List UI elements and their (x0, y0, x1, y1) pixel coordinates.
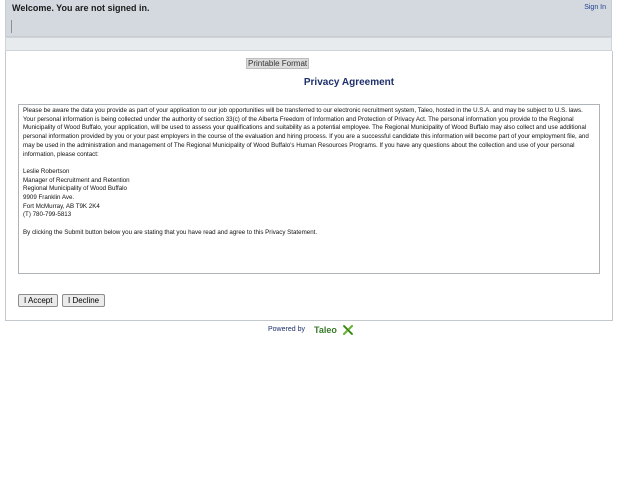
contact-address (23, 168, 595, 220)
contact-line: (T) 780-799-5813 (23, 211, 72, 219)
header-divider (11, 20, 12, 33)
contact-line: Manager of Recruitment and Retention (23, 176, 130, 184)
page-title: Privacy Agreement (303, 77, 395, 88)
top-header (5, 0, 612, 37)
contact-line: 9909 Franklin Ave. (23, 194, 75, 202)
decline-button[interactable]: I Decline (62, 294, 105, 307)
contact-line: Leslie Robertson (23, 167, 70, 175)
accept-button[interactable]: I Accept (18, 294, 58, 307)
contact-line: Regional Municipality of Wood Buffalo (23, 185, 127, 193)
printable-format-link[interactable]: Printable Format (248, 59, 308, 68)
sub-navigation-bar (5, 37, 612, 51)
agreement-paragraph-1: Please be aware the data you provide as part of your application to our job opportunities will be transferred to our electronic recruitment system, Taleo, hosted in the U.S.A. and may be subject to U.S. laws. Your personal information is being collected under the authority of section 33(c) of the Alberta Freedom of Information and Protection of Privacy Act. The personal information you provide to the Regional Municipality of Wood Buffalo, your application, will be used to assess your qualifications and suitability as a potential employee. The Regional Municipality of Wood Buffalo may also collect and use additional personal information provided by you or your past employers in the course of the evaluation and hiring process. If you are a successful candidate this information will become part of your employment file, and may be used in the administration and management of The Regional Municipality of Wood Buffalo's Human Resources Programs. If you have any questions about the collection and use of your personal information, please contact: (23, 107, 589, 158)
agreement-paragraph-2: By clicking the Submit button below you are stating that you have read and agree to this Privacy Statement. (23, 228, 318, 236)
contact-line: Fort McMurray, AB T9K 2K4 (23, 202, 100, 210)
privacy-agreement-text[interactable] (18, 104, 600, 274)
taleo-logo: Taleo (314, 325, 337, 335)
welcome-message: Welcome. You are not signed in. (12, 3, 150, 13)
powered-by-label: Powered by (268, 326, 305, 333)
taleo-x-icon (342, 324, 354, 336)
sign-in-link[interactable]: Sign In (584, 4, 606, 11)
